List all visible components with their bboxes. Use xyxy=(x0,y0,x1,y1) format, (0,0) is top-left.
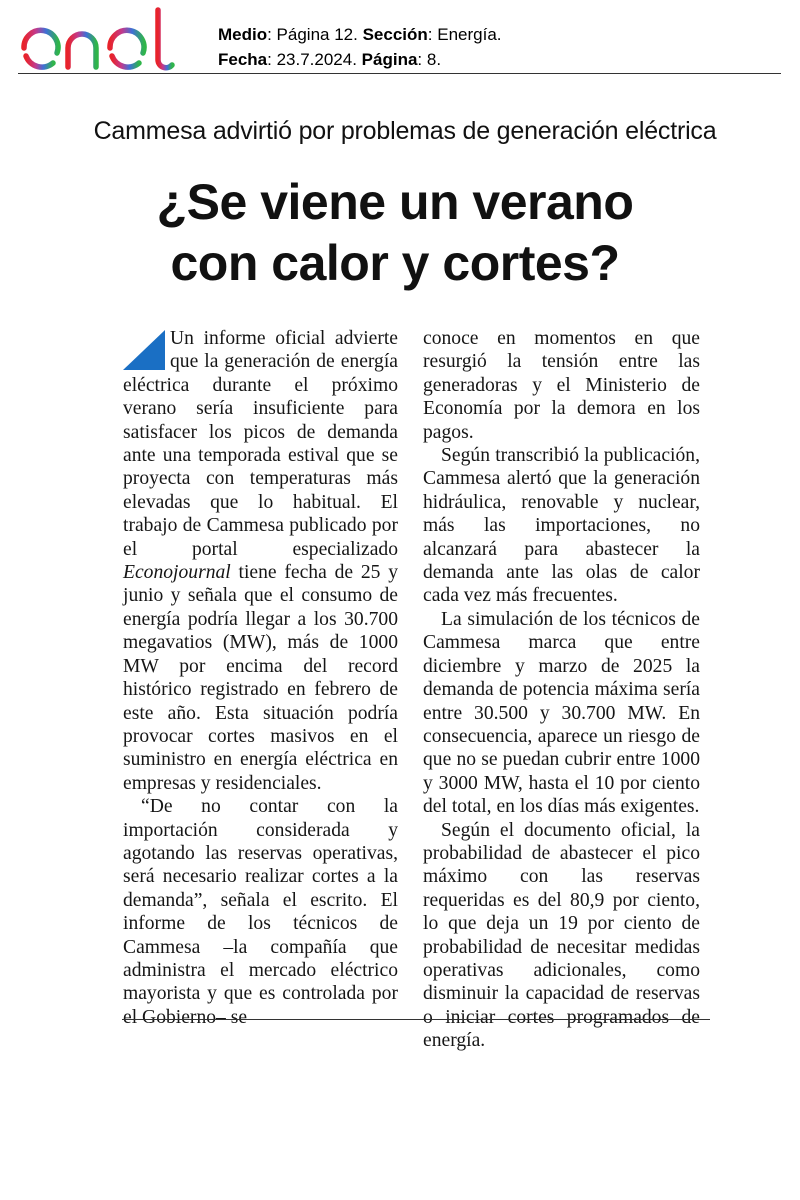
article-kicker: Cammesa advirtió por problemas de generación eléctrica xyxy=(93,117,717,145)
article-column-left xyxy=(123,327,398,1029)
meta-line-2 xyxy=(218,47,502,72)
meta-line-1 xyxy=(218,22,502,47)
pagina-value: : 8. xyxy=(417,50,442,69)
paragraph: conoce en momentos en que resurgió la tensión entre las generadoras y el Ministerio de Economía por la demora en los pagos. xyxy=(423,328,700,443)
medio-label: Medio xyxy=(218,25,268,44)
paragraph-text: tiene fecha de 25 y junio y señala que el consumo de energía podría llegar a los 30.700 megavatios (MW), más de 1000 MW por encima del record histórico registrado en febrero de este año. Esta situación podría provocar cortes masivos en el suministro en energía eléctrica en empresas y residenciales. xyxy=(123,562,398,794)
paragraph: “De no contar con la importación considerada y agotando las reservas operativas, será necesario realizar cortes a la demanda”, señala el escrito. El informe de los técnicos de Cammesa –la compañía que administra el mercado eléctrico mayorista y que es controlada por el Gobierno– se xyxy=(123,796,398,1028)
press-clipping-meta xyxy=(218,22,502,72)
article-headline xyxy=(100,172,690,294)
headline-line-2: con calor y cortes? xyxy=(170,235,620,291)
seccion-label: Sección xyxy=(362,25,428,44)
medio-value: : Página 12. xyxy=(267,25,363,44)
publication-name: Econojournal xyxy=(123,562,231,584)
blue-triangle-icon xyxy=(123,330,165,370)
pagina-label: Página xyxy=(361,50,418,69)
enel-logo xyxy=(18,6,190,72)
fecha-label: Fecha xyxy=(218,50,268,69)
paragraph xyxy=(123,327,398,795)
headline-line-1: ¿Se viene un verano xyxy=(156,174,634,230)
paragraph-text: Un informe oficial advierte que la generación de energía eléctrica durante el próximo verano sería insuficiente para satisfacer los picos de demanda ante una temporada estival que se proyecta con temperaturas más elevadas que lo habitual. El trabajo de Cammesa publicado por el portal especializado xyxy=(123,328,398,560)
article-bottom-divider xyxy=(122,1019,710,1020)
paragraph: Según el documento oficial, la probabilidad de abastecer el pico máximo con las reservas requeridas es del 80,9 por ciento, lo que deja un 19 por ciento de probabilidad de necesitar medidas operativas adicionales, como disminuir la capacidad de reservas o iniciar cortes programados de energía. xyxy=(423,819,700,1052)
article-column-right xyxy=(423,327,700,1053)
seccion-value: : Energía. xyxy=(427,25,502,44)
fecha-value: : 23.7.2024. xyxy=(267,50,362,69)
paragraph: La simulación de los técnicos de Cammesa marca que entre diciembre y marzo de 2025 la demanda de potencia máxima sería entre 30.500 y 30.700 MW. En consecuencia, aparece un riesgo de que no se puedan cubrir entre 1000 y 3000 MW, hasta el 10 por ciento del total, en los días más exigentes. xyxy=(423,608,700,818)
paragraph: Según transcribió la publicación, Cammesa alertó que la generación hidráulica, renovable y nuclear, más las importaciones, no alcanzará para abastecer la demanda ante las olas de calor cada vez más frecuentes. xyxy=(423,445,700,607)
header-divider xyxy=(18,73,781,74)
